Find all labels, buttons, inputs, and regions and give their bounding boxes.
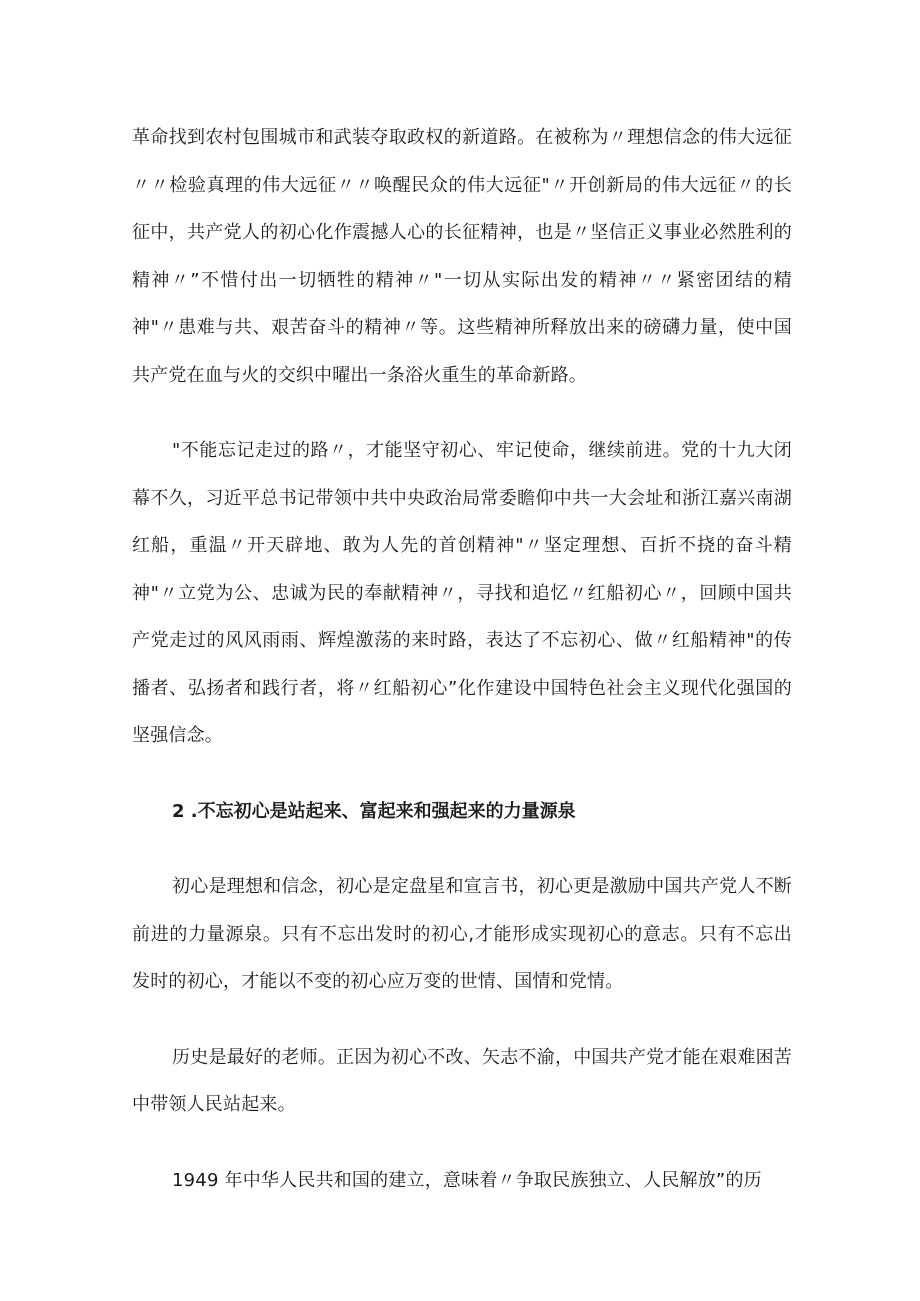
paragraph-history-teacher: 历史是最好的老师。正因为初心不改、矢志不渝，中国共产党才能在艰难困苦中带领人民站起来。 — [132, 1046, 792, 1115]
paragraph-gap — [132, 760, 792, 788]
section-heading: 2 .不忘初心是站起来、富起来和强起来的力量源泉 — [172, 800, 576, 822]
paragraph-1949: 1949 年中华人民共和国的建立，意味着〃争取民族独立、人民解放”的历 — [172, 1169, 762, 1191]
paragraph-gap — [132, 835, 792, 863]
document-body — [132, 114, 792, 1204]
paragraph-gap — [132, 1129, 792, 1157]
paragraph-gap — [132, 399, 792, 427]
paragraph-red-boat: "不能忘记走过的路〃，才能坚守初心、牢记使命，继续前进。党的十九大闭幕不久，习近平总书记带领中共中央政治局常委瞻仰中共一大会址和浙江嘉兴南湖红船，重温〃开天辟地、敢为人先的首创精神"〃坚定理想、百折不挠的奋斗精神"〃立党为公、忠诚为民的奉献精神〃，寻找和追忆〃红船初心〃，回顾中国共产党走过的风风雨雨、辉煌激荡的来时路，表达了不忘初心、做〃红船精神"的传播者、弘扬者和践行者，将〃红船初心”化作建设中国特色社会主义现代化强国的坚强信念。 — [132, 440, 792, 746]
paragraph-long-march: 革命找到农村包围城市和武装夺取政权的新道路。在被称为〃理想信念的伟大远征〃〃检验真理的伟大远征〃〃唤醒民众的伟大远征"〃开创新局的伟大远征〃的长征中，共产党人的初心化作震撼人心的长征精神，也是〃坚信正义事业必然胜利的精神〃”不惜付出一切牺牲的精神〃"一切从实际出发的精神〃〃紧密团结的精神"〃患难与共、艰苦奋斗的精神〃等。这些精神所释放出来的磅礴力量，使中国共产党在血与火的交织中曜出一条浴火重生的革命新路。 — [132, 127, 792, 386]
paragraph-gap — [132, 1006, 792, 1034]
paragraph-original-aspiration: 初心是理想和信念，初心是定盘星和宣言书，初心更是激励中国共产党人不断前进的力量源泉。只有不忘出发时的初心,才能形成实现初心的意志。只有不忘出发时的初心，才能以不变的初心应万变的世情、国情和党情。 — [132, 876, 792, 992]
